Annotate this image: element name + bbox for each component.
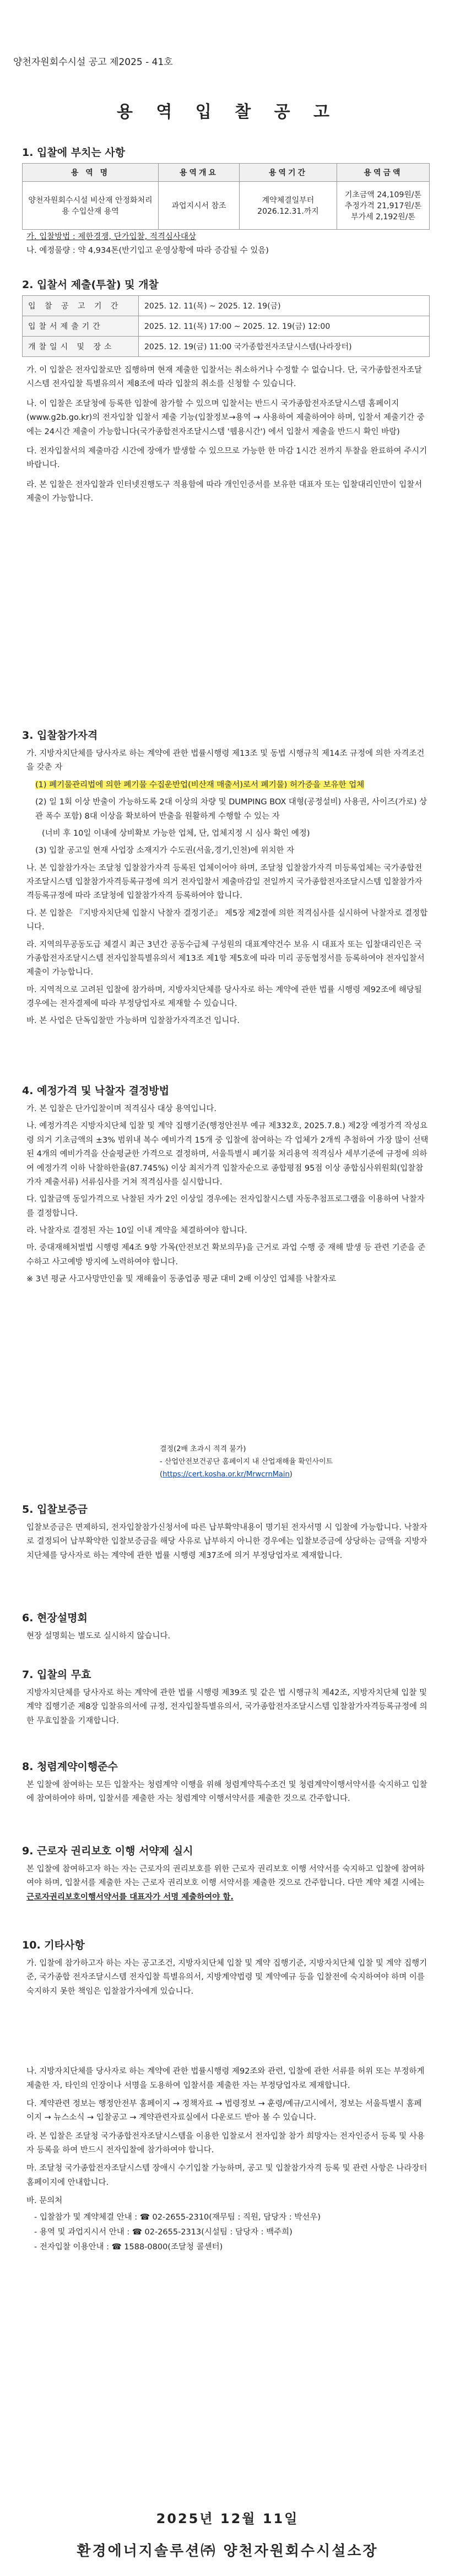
schedule-key: 입찰서제출기간 — [23, 316, 139, 337]
list-item: (2) 일 1회 이상 반출이 가능하도록 2대 이상의 차량 및 DUMPING BOX 대형(공정설비) 사용권, 사이즈(가로) 상관 폭수 포함) 8대 이상을 확보하여 반출을 원활하게 수행할 수 있는 자 — [35, 798, 427, 821]
section-9-text: 본 입찰에 참여하고자 하는 자는 근로자의 권리보호를 위한 근로자 권리보호 이행 서약서를 숙지하고 입찰에 참여하여야 하며, 입찰서를 제출한 자는 근로자 권리보호 이행 서약서를 제출한 것으로 간주합니다. 다만 계약 체결 시에는 — [26, 1865, 425, 1888]
section-3-heading: 3. 입찰참가자격 — [22, 729, 98, 742]
issuer-name: 환경에너지솔루션㈜ 양천자원회수시설소장 — [77, 2543, 378, 2559]
tail-link-suffix: ) — [289, 1470, 292, 1479]
schedule-key: 입 찰 공 고 기 간 — [23, 296, 139, 316]
list-item: 라. 낙찰자로 결정된 자는 10일 이내 계약을 체결하여야 합니다. — [26, 1226, 247, 1235]
list-item: 마. 지역적으로 고려된 입찰에 참가하며, 지방자치단체를 당사자로 하는 계약에 관한 법률 시행령 제92조에 해당될 경우에는 전자결제에 따라 부정당업자로 제재할 수 있습니다. — [26, 985, 422, 1008]
section-2-notes — [26, 364, 429, 506]
list-item: 나. 예정가격은 지방자치단체 입찰 및 계약 집행기준(행정안전부 예규 제332호, 2025.7.8.) 제2장 예정가격 작성요령 의거 기초금액의 ±3% 범위내 복수 예비가격 15개 중 입찰에 참여하는 각 업체가 2개씩 추첨하여 가장 많이 선택된 4개의 예비가격을 산술평균한 가격으로 결정하며, 서울특별시 폐기물 처리용역 적격심사 세부기준에 규정에 의하여 예정가격 이하 낙찰하한율(87.745%) 이상 최저가격 입찰자순으로 종합평점 95점 이상 종합심사위원회(입찰참가자 제출서류) 서류심사를 거쳐 적격심사를 실시합니다. — [26, 1122, 429, 1187]
service-overview-cell: 과업지시서 참조 — [159, 182, 240, 230]
table-row — [23, 337, 430, 357]
section-7-heading: 7. 입찰의 무효 — [22, 1669, 91, 1681]
service-name-cell: 양천자원회수시설 비산재 안정화처리용 수입산재 용역 — [23, 182, 159, 230]
list-item: 가. 지방자치단체를 당사자로 하는 계약에 관한 법률시행령 제13조 및 동법 시행규칙 제14조 규정에 의한 자격조건을 갖춘 자 — [26, 749, 425, 772]
section-8-body: 본 입찰에 참여하는 모든 입찰자는 청렴계약 이행을 위해 청렴계약특수조건 및 청렴계약이행서약서를 숙지하고 입찰에 참여하여야 하며, 입찰서를 제출한 자는 청렴계약 이행서약서를 제출한 것으로 간주합니다. — [26, 1781, 427, 1804]
section-9-body — [26, 1863, 429, 1904]
list-item: 바. 문의처 — [26, 2196, 63, 2206]
section-6-heading: 6. 현장설명회 — [22, 1612, 88, 1624]
section-9-heading: 9. 근로자 권리보호 이행 서약제 실시 — [22, 1845, 193, 1857]
highlighted-requirement: (1) 폐기물관리법에 의한 폐기물 수집운반업(비산재 매출서)로서 폐기물) 허가증을 보유한 업체 — [35, 780, 365, 789]
list-item: 나. 본 입찰참가자는 조달청 입찰참가자격 등록된 업체이어야 하며, 조달청 입찰참가자격 미등록업체는 국가종합전자조달시스템 입찰참가자격등록규정에 의거 전자입찰서 제출마감일 전일까지 국가종합전자조달시스템 입찰참가자격등록규정에 따라 조달청에 입찰참가자격 등록하여야 합니다. — [26, 863, 422, 901]
schedule-value: 2025. 12. 19(금) 11:00 국가종합전자조달시스템(나라장터) — [139, 337, 430, 357]
section-4-body — [26, 1102, 429, 1287]
section-10-body — [26, 1957, 429, 2255]
tail-link-line — [160, 1456, 424, 1481]
schedule-value: 2025. 12. 11(목) ~ 2025. 12. 19(금) — [139, 296, 430, 316]
list-item — [35, 778, 429, 792]
list-item: 가. 입찰에 참가하고자 하는 자는 공고조건, 지방자치단체 입찰 및 계약 집행기준, 지방자치단체 입찰 및 계약 집행기준, 국가종합 전자조달시스템 전자입찰 특별유의서, 지방계약법령 및 계약예규 등을 입찰전에 숙지하여야 하며 이를 숙지하지 못한 책임은 입찰참가자에게 있습니다. — [26, 1959, 427, 1996]
list-item: ※ 3년 평균 사고사망만인율 및 재해율이 동종업종 평균 대비 2배 이상인 업체를 낙찰자로 — [26, 1275, 337, 1284]
note-item: 라. 본 입찰은 전자입찰과 인터넷진행도구 적용함에 따라 개인인증서를 보유한 대표자 또는 입찰대리인만이 입찰서 제출이 가능합니다. — [26, 480, 422, 503]
col-header: 용역기간 — [240, 164, 337, 182]
note-item: 가. 이 입찰은 전자입찰로만 집행하며 현재 제출한 입찰서는 취소하거나 수정할 수 없습니다. 단, 국가종합전자조달시스템 전자입찰 특별유의서 제8조에 따라 입찰의 취소를 신청할 수 있습니다. — [26, 366, 422, 389]
section-1-heading: 1. 입찰에 부치는 사항 — [22, 147, 126, 159]
contact-line: - 용역 및 과업지시서 안내 : ☎ 02-2655-2313(시설팀 : 담당자 : 백주희) — [34, 2227, 292, 2237]
note-item: 다. 전자입찰서의 제출마감 시간에 장애가 발생할 수 있으므로 가능한 한 마감 1시간 전까지 투찰을 완료하여 주시기 바랍니다. — [26, 446, 427, 470]
col-header: 용역개요 — [159, 164, 240, 182]
estimated-quantity: 나. 예정물량 : 약 4,934톤(반기입고 운영상황에 따라 증감될 수 있음) — [26, 246, 269, 256]
list-item: 나. 지방자치단체를 당사자로 하는 계약에 관한 법률시행령 제92조와 관련, 입찰에 관한 서류를 허위 또는 부정하게 제출한 자, 타인의 인장이나 서명을 도용하여 입찰서를 제출한 자는 부정당업자로 제재합니다. — [26, 2067, 425, 2090]
table-row — [23, 296, 430, 316]
section-6-body: 현장 설명회는 별도로 실시하지 않습니다. — [26, 1632, 171, 1641]
section-10-heading: 10. 기타사항 — [22, 1939, 85, 1951]
schedule-value: 2025. 12. 11(목) 17:00 ~ 2025. 12. 19(금) 12:00 — [139, 316, 430, 337]
list-item: (3) 입찰 공고일 현재 사업장 소재지가 수도권(서울,경기,인천)에 위치한 자 — [35, 846, 295, 856]
notice-date: 2025년 12월 11일 — [156, 2511, 299, 2526]
list-item: 마. 조달청 국가종합전자조달시스템 장애시 수기입찰 가능하며, 공고 및 입찰참가자격 등록 및 관련 사항은 나라장터 홈페이지에 안내합니다. — [26, 2164, 427, 2187]
contact-line: - 입찰참가 및 계약체결 안내 : ☎ 02-2655-2310(재무팀 : 직원, 담당자 : 박선우) — [34, 2212, 321, 2222]
section-7-body: 지방자치단체를 당사자로 하는 계약에 관한 법률 시행령 제39조 및 같은 법 시행규칙 제42조, 지방자치단체 입찰 및 계약 집행기준 제8장 입찰유의서에 규정, 전자입찰특별유의서, 국가종합전자조달시스템 입찰참가자격등록규정에 의한 무효입찰을 기재합니다. — [26, 1689, 427, 1725]
list-item: 마. 중대재해처벌법 시행령 제4조 9항 가목(안전보건 확보의무)을 근거로 과업 수행 중 재해 발생 등 관련 기준을 준수하고 사고예방 방지에 노력하여야 합니다. — [26, 1243, 426, 1267]
section-8-heading: 8. 청렴계약이행준수 — [22, 1761, 118, 1773]
list-item: 다. 본 입찰은 『지방자치단체 입찰시 낙찰자 결정기준』 제5장 제2절에 의한 적격심사를 실시하여 낙찰자로 결정합니다. — [26, 908, 428, 932]
tail-link-prefix: - 산업안전보건공단 홈페이지 내 산업재해율 확인사이트( — [160, 1457, 333, 1479]
list-item: 다. 입찰금액 동일가격으로 낙찰된 자가 2인 이상일 경우에는 전자입찰시스템 자동추첨프로그램을 이용하여 낙찰자를 결정합니다. — [26, 1195, 425, 1218]
tail-text: 결정(2배 초과시 적격 불가) — [160, 1445, 246, 1453]
section-1-notes — [26, 230, 429, 258]
section-4-heading: 4. 예정가격 및 낙찰자 결정방법 — [22, 1085, 170, 1097]
section-4-tail — [160, 1443, 424, 1481]
col-header: 용역금액 — [337, 164, 430, 182]
list-item: (너비 후 10일 이내에 상비확보 가능한 업체, 단, 업체지정 시 심사 확인 예정) — [42, 829, 310, 838]
bid-table-header — [23, 164, 430, 182]
table-row — [23, 182, 430, 230]
section-5-body: 입찰보증금은 면제하되, 전자입찰참가신청서에 따른 납부확약내용이 명기된 전자서명 시 입찰에 가능합니다. 낙찰자로 결정되어 납부확약한 입찰보증금을 해당 사유로 납부하지 아니한 경우에는 입찰보증금에 상당하는 금액을 지방자치단체를 당사자로 하는 계약에 관한 법률 시행령 제37조에 의거 부정당업자로 제재합니다. — [26, 1523, 427, 1560]
section-3-body — [26, 747, 429, 1029]
note-item: 나. 이 입찰은 조달청에 등록한 입찰에 참가할 수 있으며 입찰서는 반드시 국가종합전자조달시스템 홈페이지(www.g2b.go.kr)의 전자입찰 입찰서 제출 기능(입찰정보→용역 → 사용하여 제출하여야 하며, 입찰서 제출기간 중에는 24시간 제출이 가능합니다(국가종합전자조달시스템 '웹용시간') 에서 입찰서 제출을 반드시 확인 바람) — [26, 399, 425, 436]
contact-line: - 전자입찰 이용안내 : ☎ 1588-0800(조달청 콜센터) — [34, 2243, 223, 2252]
list-item: 라. 지역의무공동도급 체결시 최근 3년간 공동수급체 구성원의 대표계약건수 보유 시 대표자 또는 입찰대리인은 국가종합전자조달시스템 전자입찰특별유의서 제13조 제1항 제5호에 따라 미리 공동협정서를 등록하여야 전자입찰서 제출이 가능합니다. — [26, 940, 425, 977]
schedule-key: 개찰일시 및 장소 — [23, 337, 139, 357]
table-row — [23, 316, 430, 337]
notice-number: 양천자원회수시설 공고 제2025 - 41호 — [13, 57, 173, 68]
page-title: 용 역 입 찰 공 고 — [116, 102, 339, 122]
list-item: 바. 본 사업은 단독입찰만 가능하며 입찰참가자격조건 입니다. — [26, 1016, 240, 1026]
service-amount-cell: 기초금액 24,109원/톤 추정가격 21,917원/톤 부가세 2,192원/톤 — [337, 182, 430, 230]
bid-table — [22, 163, 430, 230]
service-period-cell: 계약체결일부터 2026.12.31.까지 — [240, 182, 337, 230]
section-5-heading: 5. 입찰보증금 — [22, 1503, 88, 1516]
bid-method: 가. 입찰방법 : 제한경쟁, 단가입찰, 적격심사대상 — [26, 232, 196, 241]
section-9-underlined: 근로자권리보호이행서약서를 대표자가 서명 제출하여야 함. — [26, 1892, 234, 1902]
list-item: 가. 본 입찰은 단가입찰이며 적격심사 대상 용역입니다. — [26, 1105, 217, 1113]
section-2-heading: 2. 입찰서 제출(투찰) 및 개찰 — [22, 279, 159, 291]
kosha-link[interactable]: https://cert.kosha.or.kr/MrwcrnMain — [162, 1470, 290, 1479]
list-item: 라. 본 입찰은 조달청 국가종합전자조달시스템을 이용한 입찰로서 전자입찰 참가 희망자는 전자인증서 등록 및 사용자 등록을 하여 반드시 전자입찰에 참가하여야 합니다. — [26, 2131, 425, 2155]
list-item: 다. 계약관련 정보는 행정안전부 홈페이지 → 정책자료 → 법령정보 → 훈령/예규/고시에서, 정보는 서울특별시 홈페이지 → 뉴스소식 → 입찰공고 → 계약관련자료실에서 다운로드 받아 볼 수 있습니다. — [26, 2099, 422, 2123]
col-header: 용 역 명 — [23, 164, 159, 182]
schedule-table — [22, 295, 430, 357]
